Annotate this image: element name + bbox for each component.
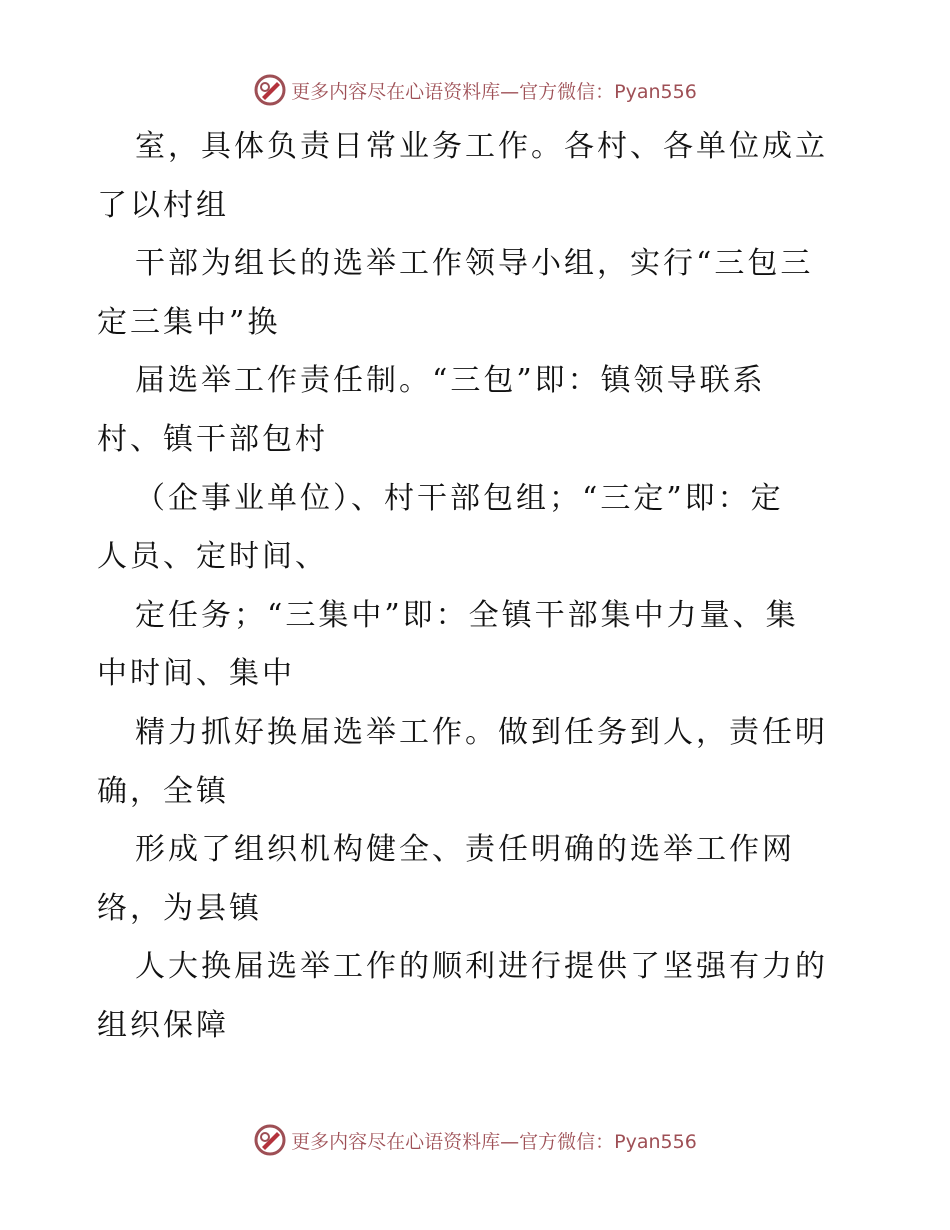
line: 定三集中”换 — [97, 304, 281, 340]
line: 室，具体负责日常业务工作。各村、各单位成立 — [135, 129, 828, 164]
paragraph-6 — [97, 704, 857, 821]
line: 村、镇干部包村 — [97, 421, 328, 457]
line: （企事业单位）、村干部包组；“三定”即：定 — [135, 480, 784, 516]
line: 确，全镇 — [97, 773, 229, 809]
brand-logo-icon — [253, 1123, 287, 1157]
paragraph-4 — [97, 470, 857, 587]
paragraph-1 — [97, 118, 857, 235]
paragraph-7 — [97, 821, 857, 938]
line: 形成了组织机构健全、责任明确的选举工作网 — [135, 832, 795, 868]
header-banner — [0, 70, 950, 110]
footer-banner-text: 更多内容尽在心语资料库—官方微信：Pyan556 — [291, 1130, 697, 1153]
line: 届选举工作责任制。“三包”即：镇领导联系 — [135, 363, 766, 399]
document-body — [97, 118, 857, 1056]
line: 组织保障 — [97, 1007, 229, 1043]
line: 干部为组长的选举工作领导小组，实行“三包三 — [135, 246, 814, 282]
paragraph-2 — [97, 235, 857, 352]
paragraph-5 — [97, 587, 857, 704]
line: 中时间、集中 — [97, 656, 295, 692]
paragraph-8 — [97, 938, 857, 1055]
line: 精力抓好换届选举工作。做到任务到人，责任明 — [135, 714, 828, 750]
footer-banner — [0, 1120, 950, 1160]
line: 了以村组 — [97, 187, 229, 223]
header-banner-text: 更多内容尽在心语资料库—官方微信：Pyan556 — [291, 80, 697, 103]
line: 定任务；“三集中”即：全镇干部集中力量、集 — [135, 597, 799, 633]
paragraph-3 — [97, 352, 857, 469]
line: 人大换届选举工作的顺利进行提供了坚强有力的 — [135, 949, 828, 985]
line: 人员、定时间、 — [97, 539, 328, 575]
line: 络，为县镇 — [97, 890, 262, 926]
brand-logo-icon — [253, 73, 287, 107]
